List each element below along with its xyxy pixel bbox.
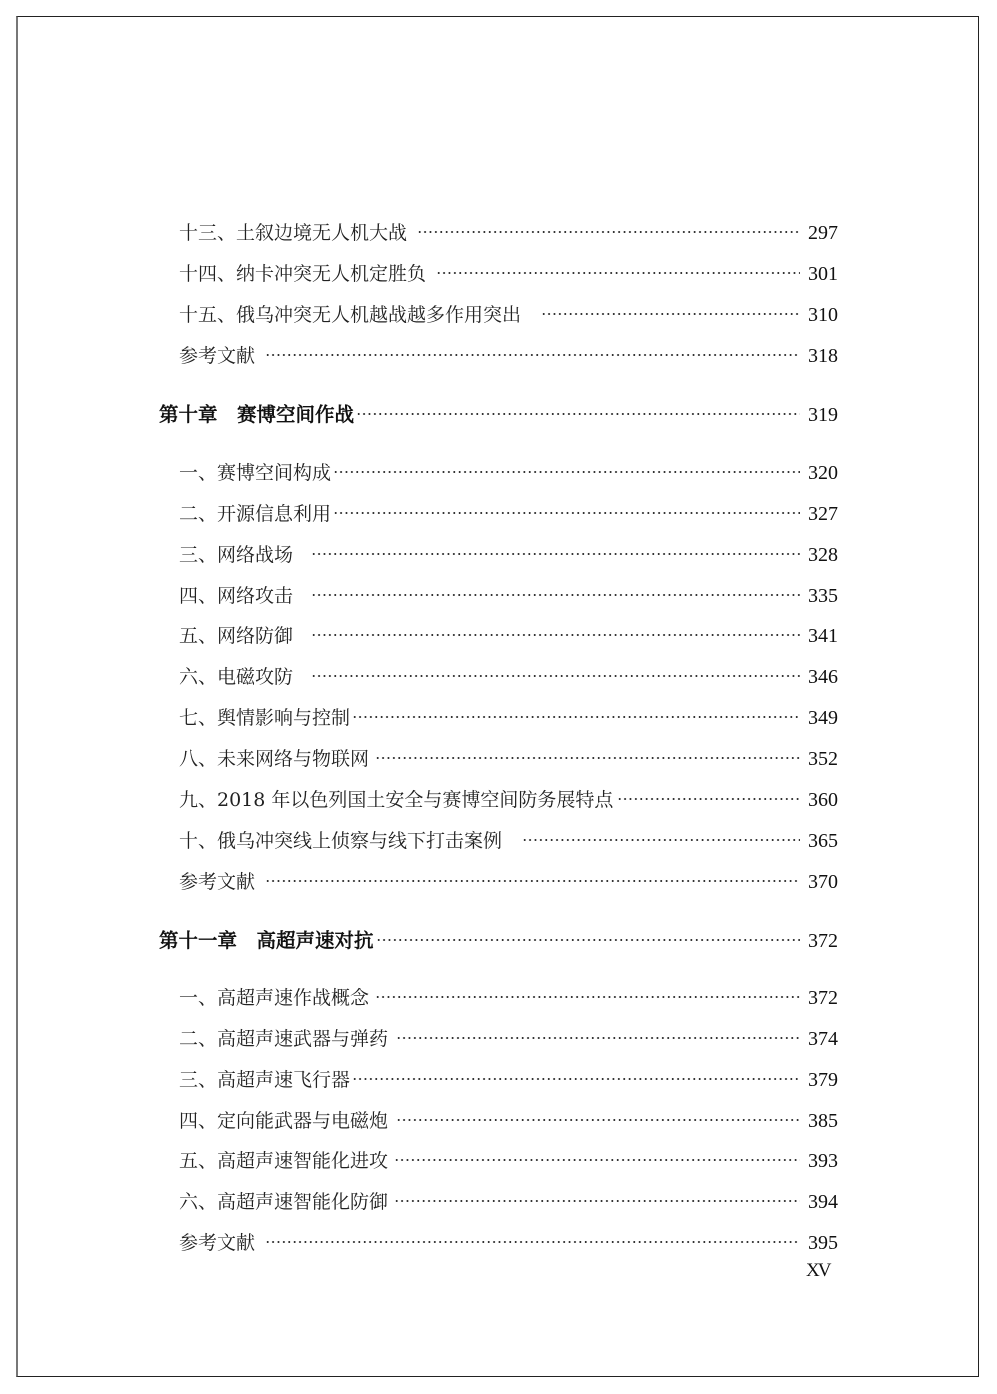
toc-section-entry [179,823,838,853]
toc-entry-page-number: 365 [808,830,838,852]
toc-entry-title: 参考文献 [179,871,256,893]
toc-section-entry [179,618,838,648]
toc-entry-title: 六、电磁攻防 [179,666,294,688]
toc-entry-page-number: 352 [808,748,838,770]
toc-entry-page-number: 370 [808,871,838,893]
toc-entry-page-number: 372 [808,987,838,1009]
dot-leader [541,297,800,321]
toc-entry-page-number: 318 [808,345,838,367]
toc-entry-title: 十五、俄乌冲突无人机越战越多作用突出 [179,304,522,326]
dot-leader [333,455,800,479]
dot-leader [311,659,800,683]
dot-leader [265,864,800,888]
toc-entry-title: 四、网络攻击 [179,585,294,607]
toc-section-entry [179,659,838,689]
toc-section-entry [179,215,838,245]
toc-section-entry [179,980,838,1010]
dot-leader [265,338,800,362]
toc-chapter-entry [159,923,838,953]
toc-entry-title: 第十一章 高超声速对抗 [159,929,374,952]
dot-leader [417,215,800,239]
dot-leader [394,1184,800,1208]
toc-entry-page-number: 301 [808,263,838,285]
dot-leader [356,397,800,421]
dot-leader [352,1062,800,1086]
toc-entry-page-number: 319 [808,404,838,426]
toc-entry-page-number: 372 [808,930,838,952]
toc-section-entry [179,1225,838,1255]
toc-section-entry [179,256,838,286]
toc-entry-title: 八、未来网络与物联网 [179,748,370,770]
dot-leader [352,700,800,724]
toc-section-entry [179,496,838,526]
toc-section-entry [179,782,838,812]
toc-entry-page-number: 395 [808,1232,838,1254]
toc-entry-title: 二、高超声速武器与弹药 [179,1028,389,1050]
dot-leader [396,1103,800,1127]
toc-entry-title: 五、高超声速智能化进攻 [179,1150,389,1172]
dot-leader [311,578,800,602]
toc-section-entry [179,1143,838,1173]
toc-entry-title: 参考文献 [179,1232,256,1254]
dot-leader [436,256,800,280]
toc-entry-title: 十三、土叙边境无人机大战 [179,222,408,244]
toc-entry-title: 二、开源信息利用 [179,503,332,525]
toc-section-entry [179,1021,838,1051]
toc-section-entry [179,1103,838,1133]
dot-leader [394,1143,800,1167]
toc-entry-title: 参考文献 [179,345,256,367]
dot-leader [333,496,800,520]
toc-entry-page-number: 320 [808,462,838,484]
toc-entry-page-number: 346 [808,666,838,688]
dot-leader [376,923,800,947]
toc-entry-title: 十、俄乌冲突线上侦察与线下打击案例 [179,830,503,852]
toc-entry-page-number: 341 [808,625,838,647]
dot-leader [522,823,800,847]
toc-entry-title: 六、高超声速智能化防御 [179,1191,389,1213]
toc-section-entry [179,297,838,327]
toc-section-entry [179,741,838,771]
toc-entry-page-number: 374 [808,1028,838,1050]
toc-entry-title: 三、网络战场 [179,544,294,566]
toc-entry-title: 第十章 赛博空间作战 [159,403,355,426]
toc-entry-page-number: 328 [808,544,838,566]
toc-section-entry [179,455,838,485]
toc-section-entry [179,1184,838,1214]
toc-entry-page-number: 394 [808,1191,838,1213]
toc-section-entry [179,700,838,730]
dot-leader [311,618,800,642]
toc-chapter-entry [159,397,838,427]
toc-entry-title: 九、2018 年以色列国土安全与赛博空间防务展特点 [179,789,614,811]
toc-entry-page-number: 385 [808,1110,838,1132]
toc-entry-title: 三、高超声速飞行器 [179,1069,351,1091]
toc-entry-page-number: 379 [808,1069,838,1091]
dot-leader [265,1225,800,1249]
toc-entry-page-number: 327 [808,503,838,525]
toc-section-entry [179,864,838,894]
toc-section-entry [179,578,838,608]
toc-entry-title: 一、高超声速作战概念 [179,987,370,1009]
dot-leader [396,1021,800,1045]
toc-entry-title: 四、定向能武器与电磁炮 [179,1110,389,1132]
toc-entry-title: 一、赛博空间构成 [179,462,332,484]
toc-entry-title: 五、网络防御 [179,625,294,647]
dot-leader [617,782,800,806]
page-number-roman: XV [806,1260,830,1281]
dot-leader [375,741,800,765]
toc-entry-page-number: 349 [808,707,838,729]
toc-entry-page-number: 360 [808,789,838,811]
toc-section-entry [179,537,838,567]
dot-leader [375,980,800,1004]
toc-entry-page-number: 335 [808,585,838,607]
toc-entry-page-number: 310 [808,304,838,326]
toc-entry-title: 十四、纳卡冲突无人机定胜负 [179,263,427,285]
dot-leader [311,537,800,561]
toc-entry-page-number: 393 [808,1150,838,1172]
toc-section-entry [179,338,838,368]
toc-entry-title: 七、舆情影响与控制 [179,707,351,729]
toc-section-entry [179,1062,838,1092]
toc-entry-page-number: 297 [808,222,838,244]
